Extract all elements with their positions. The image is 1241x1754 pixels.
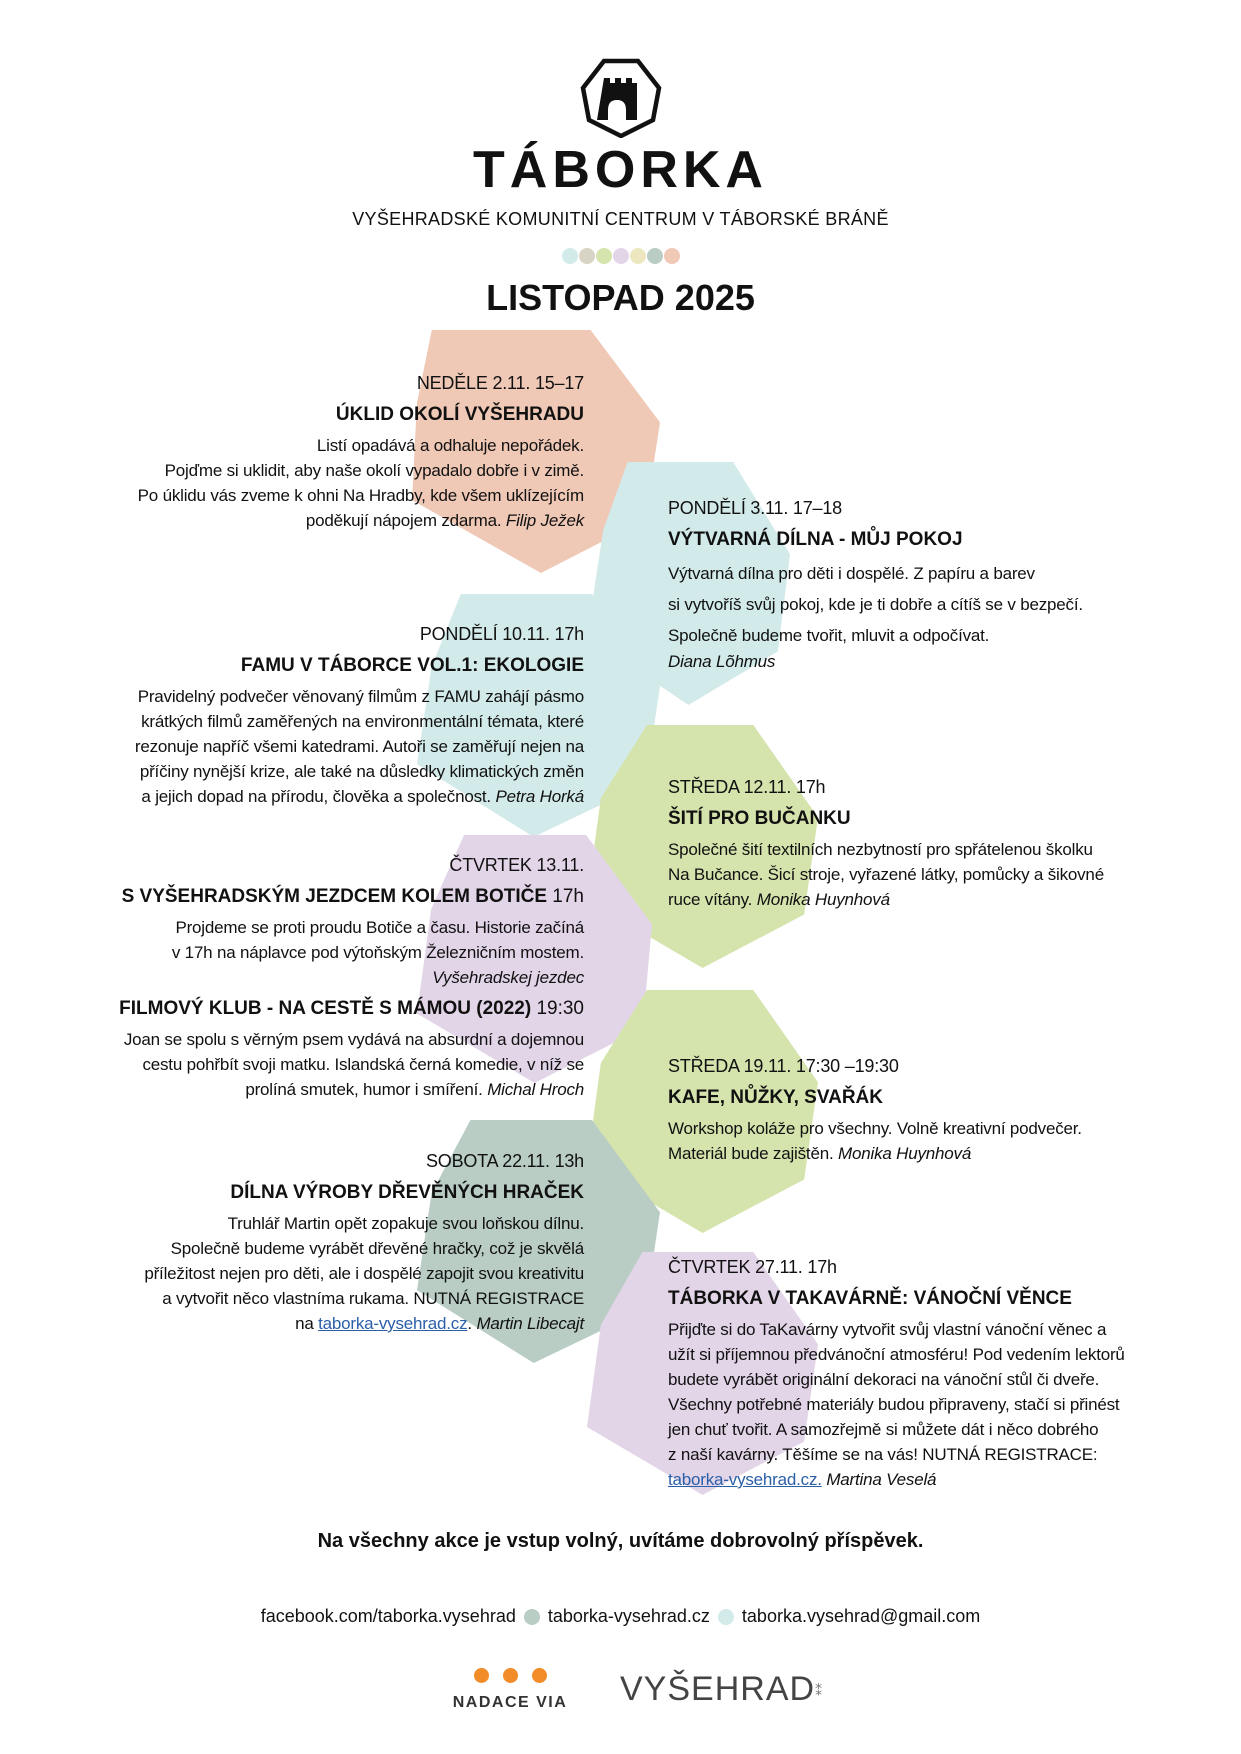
- event-title: FAMU V TÁBORCE VOL.1: EKOLOGIE: [240, 655, 584, 676]
- event-text: Na Bučance. Šicí stroje, vyřazené látky, pomůcky a šikovné: [668, 865, 1104, 884]
- brand-title: TÁBORKA: [473, 141, 768, 199]
- event-author: Diana Lõhmus: [668, 652, 776, 671]
- event-art-workshop: [668, 496, 1083, 673]
- event-author: Filip Ježek: [505, 511, 584, 530]
- event-text: Po úklidu vás zveme k ohni Na Hradby, kde všem uklízejícím: [137, 486, 584, 505]
- event-date: PONDĚLÍ 10.11. 17h: [419, 624, 584, 644]
- event-text: užít si příjemnou předvánoční atmosféru! Pod vedením lektorů: [668, 1345, 1125, 1364]
- vysehrad-logo: [620, 1670, 823, 1709]
- event-title-2: [119, 996, 584, 1021]
- event-text: budete vyrábět originální dekoraci na vánoční stůl či dveře.: [668, 1370, 1100, 1389]
- event-famu: [135, 622, 584, 809]
- event-text: [668, 887, 1104, 912]
- event-author: Petra Horká: [495, 787, 584, 806]
- event-text: Projdeme se proti proudu Botiče a času. Historie začíná: [175, 918, 584, 937]
- event-date: ČTVRTEK 13.11.: [449, 855, 584, 875]
- sponsor-name: VYŠEHRAD: [620, 1670, 816, 1708]
- dot: [664, 248, 680, 264]
- event-time: 17h: [552, 886, 584, 907]
- dot: [613, 248, 629, 264]
- event-text: příležitost nejen pro děti, ale i dospělé zapojit svou kreativitu: [144, 1264, 584, 1283]
- event-text: a vytvořit něco vlastníma rukama. NUTNÁ REGISTRACE: [162, 1289, 584, 1308]
- dot: [630, 248, 646, 264]
- website-link[interactable]: taborka-vysehrad.cz: [547, 1606, 710, 1626]
- event-cleanup: [138, 371, 584, 533]
- event-text: jen chuť tvořit. A samozřejmě si můžete dát i něco dobrého: [668, 1420, 1099, 1439]
- event-text: [144, 1311, 584, 1336]
- three-dots-icon: [450, 1668, 570, 1688]
- event-author: Monika Huynhová: [756, 890, 890, 909]
- event-collage: [668, 1054, 1082, 1166]
- brand-subtitle: VYŠEHRADSKÉ KOMUNITNÍ CENTRUM V TÁBORSKÉ BRÁNĚ: [352, 209, 889, 229]
- event-date: ČTVRTEK 27.11. 17h: [668, 1257, 837, 1277]
- event-text: příčiny nynější krize, ale také na důsledky klimatických změn: [139, 762, 584, 781]
- event-author: Vyšehradskej jezdec: [432, 968, 584, 987]
- event-date: STŘEDA 19.11. 17:30 –19:30: [668, 1056, 899, 1076]
- facebook-link[interactable]: facebook.com/taborka.vysehrad: [260, 1606, 516, 1626]
- event-text: Společně budeme vyrábět dřevěné hračky, což je skvělá: [170, 1239, 584, 1258]
- event-text: [668, 1467, 1125, 1492]
- event-title: VÝTVARNÁ DÍLNA - MŮJ POKOJ: [668, 529, 963, 550]
- event-text: Joan se spolu s věrným psem vydává na absurdní a dojemnou: [123, 1030, 584, 1049]
- dot: [579, 248, 595, 264]
- event-text: Listí opadává a odhaluje nepořádek.: [316, 436, 584, 455]
- event-text: [138, 508, 584, 533]
- taborka-logo: [580, 58, 662, 138]
- event-author: Martin Libecajt: [476, 1314, 584, 1333]
- dot: [596, 248, 612, 264]
- stars-icon: ⁑: [815, 1682, 824, 1699]
- event-text: Workshop koláže pro všechny. Volně kreativní podvečer.: [668, 1119, 1082, 1138]
- registration-link[interactable]: taborka-vysehrad.cz: [318, 1314, 468, 1333]
- event-author: Monika Huynhová: [838, 1144, 972, 1163]
- event-text-part: Materiál bude zajištěn.: [668, 1144, 834, 1163]
- event-text: v 17h na náplavce pod výtoňským Železničním mostem.: [171, 943, 584, 962]
- event-text-part: na: [295, 1314, 319, 1333]
- event-wooden-toys: [144, 1149, 584, 1336]
- event-botic-walk-and-film-club: [119, 853, 584, 1102]
- event-title: [119, 884, 584, 909]
- event-text: [119, 1077, 584, 1102]
- event-author: Michal Hroch: [487, 1080, 584, 1099]
- month-heading: LISTOPAD 2025: [486, 277, 755, 318]
- event-title: TÁBORKA V TAKAVÁRNĚ: VÁNOČNÍ VĚNCE: [668, 1288, 1072, 1309]
- email-link[interactable]: taborka.vysehrad@gmail.com: [741, 1606, 981, 1626]
- nadace-via-logo: [450, 1668, 570, 1712]
- gate-heptagon-icon: [580, 58, 662, 138]
- sponsor-name: NADACE VIA: [452, 1694, 568, 1711]
- event-text-part: .: [467, 1314, 477, 1333]
- event-title: ŠITÍ PRO BUČANKU: [668, 808, 851, 829]
- event-text: Pojďme si uklidit, aby naše okolí vypadalo dobře i v zimě.: [164, 461, 584, 480]
- event-title: ÚKLID OKOLÍ VYŠEHRADU: [335, 404, 584, 425]
- event-text-part: ruce vítány.: [668, 890, 753, 909]
- event-text: Všechny potřebné materiály budou připraveny, stačí si přinést: [668, 1395, 1120, 1414]
- separator-dot-icon: [524, 1609, 540, 1625]
- contacts: [0, 1606, 1241, 1627]
- event-text: rezonuje napříč všemi katedrami. Autoři se zaměřují nejen na: [134, 737, 584, 756]
- event-text: si vytvoříš svůj pokoj, kde je ti dobře a cítíš se v bezpečí.: [668, 595, 1083, 614]
- separator-dot-icon: [718, 1609, 734, 1625]
- event-text-part: a jejich dopad na přírodu, člověka a společnost.: [141, 787, 491, 806]
- event-date: STŘEDA 12.11. 17h: [668, 777, 826, 797]
- event-date: SOBOTA 22.11. 13h: [425, 1151, 584, 1171]
- event-text: Společné šití textilních nezbytností pro spřátelenou školku: [668, 840, 1093, 859]
- event-date: PONDĚLÍ 3.11. 17–18: [668, 498, 842, 518]
- event-text: [135, 784, 584, 809]
- event-text: Výtvarná dílna pro děti i dospělé. Z papíru a barev: [668, 564, 1035, 583]
- event-text: [668, 1141, 1082, 1166]
- event-sewing: [668, 775, 1104, 912]
- event-time: 19:30: [536, 998, 584, 1019]
- event-date: NEDĚLE 2.11. 15–17: [416, 373, 584, 393]
- event-text: Pravidelný podvečer věnovaný filmům z FAMU zahájí pásmo: [137, 687, 584, 706]
- event-author: Martina Veselá: [826, 1470, 937, 1489]
- event-title: DÍLNA VÝROBY DŘEVĚNÝCH HRAČEK: [230, 1182, 584, 1203]
- free-entry-note: Na všechny akce je vstup volný, uvítáme dobrovolný příspěvek.: [317, 1530, 924, 1552]
- event-text-part: prolíná smutek, humor i smíření.: [245, 1080, 483, 1099]
- event-title: KAFE, NŮŽKY, SVAŘÁK: [668, 1087, 883, 1108]
- event-title-text: S VYŠEHRADSKÝM JEZDCEM KOLEM BOTIČE: [121, 886, 548, 907]
- event-text: krátkých filmů zaměřených na environmentální témata, které: [141, 712, 584, 731]
- registration-link[interactable]: taborka-vysehrad.cz.: [668, 1470, 822, 1489]
- event-text: Truhlář Martin opět zopakuje svou loňskou dílnu.: [227, 1214, 584, 1233]
- color-dots: [0, 248, 1241, 264]
- dot: [562, 248, 578, 264]
- event-text-part: poděkují nápojem zdarma.: [305, 511, 502, 530]
- dot: [647, 248, 663, 264]
- event-title-text: FILMOVÝ KLUB - NA CESTĚ S MÁMOU (2022): [119, 998, 532, 1019]
- event-text: Společně budeme tvořit, mluvit a odpočívat.: [668, 626, 990, 645]
- event-text: cestu pohřbít svoji matku. Islandská černá komedie, v níž se: [142, 1055, 584, 1074]
- event-text: z naší kavárny. Těšíme se na vás! NUTNÁ REGISTRACE:: [668, 1445, 1098, 1464]
- event-text: Přijďte si do TaKavárny vytvořit svůj vlastní vánoční věnec a: [668, 1320, 1107, 1339]
- event-advent-wreaths: [668, 1255, 1125, 1492]
